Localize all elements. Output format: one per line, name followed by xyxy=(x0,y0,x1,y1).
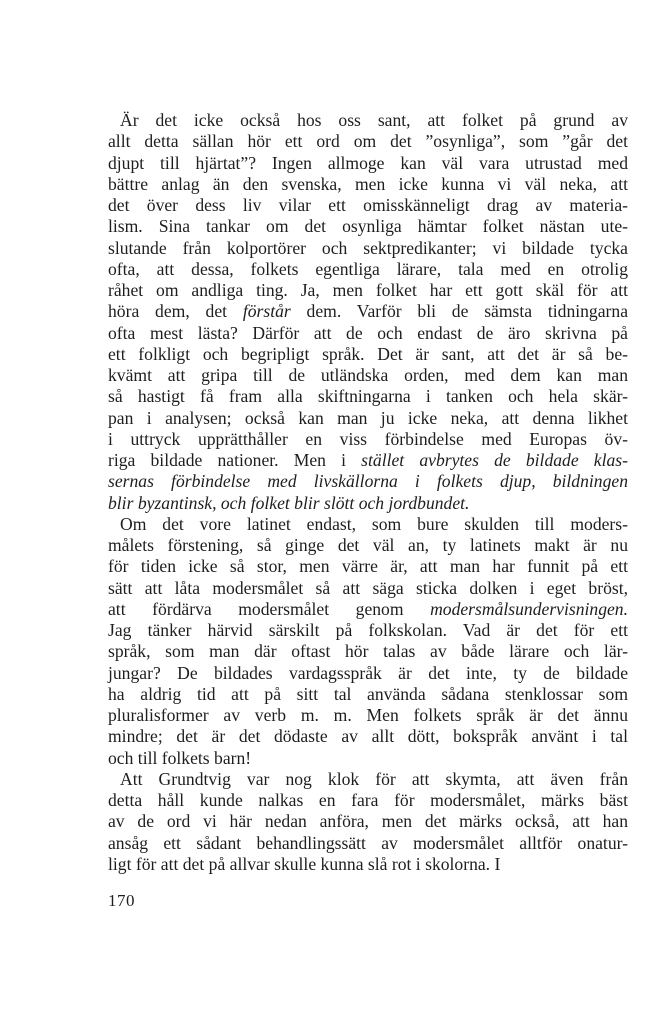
text-line xyxy=(108,195,628,216)
text-line xyxy=(108,259,628,280)
text-line xyxy=(108,833,628,854)
text-run: ofta mest lästa? Därför att de och endast de äro skrivna på xyxy=(108,322,628,343)
text-run: så hastigt få fram alla skiftningarna i tanken och hela skär- xyxy=(108,386,628,407)
text-run: allt detta sällan hör ett ord om det ”osynliga”, som ”går det xyxy=(108,131,628,152)
text-run: bättre anlag än den svenska, men icke kunna vi väl neka, att xyxy=(108,173,628,194)
text-run: ansåg ett sådant behandlingssätt av modersmålet alltför onatur- xyxy=(108,832,628,853)
text-run: sätt att låta modersmålet så att säga sticka dolken i eget bröst, xyxy=(108,577,628,598)
text-run: ligt för att det på allvar skulle kunna slå rot i skolorna. I xyxy=(108,853,501,874)
italic-text-run: sernas förbindelse med livskällorna i folkets djup, bildningen xyxy=(108,471,628,492)
text-line xyxy=(108,854,628,875)
text-line xyxy=(108,153,628,174)
text-run: Jag tänker härvid särskilt på folkskolan. Vad är det för ett xyxy=(108,620,628,640)
paragraph xyxy=(108,769,628,875)
italic-text-run: blir byzantinsk, och folket blir slött och jordbundet. xyxy=(108,492,470,513)
text-line xyxy=(108,131,628,152)
text-line xyxy=(108,344,628,365)
text-line xyxy=(108,280,628,301)
text-line xyxy=(108,514,628,535)
text-run: ofta, att dessa, folkets egentliga lärare, tala med en otrolig xyxy=(108,258,628,279)
text-run: Att Grundtvig var nog klok för att skymta, att även från xyxy=(120,768,628,789)
text-line xyxy=(108,408,628,429)
italic-text-run: modersmålsundervisningen. xyxy=(430,598,628,619)
text-line xyxy=(108,620,628,641)
page-body xyxy=(108,110,628,875)
text-run: av de ord vi här nedan anföra, men det märks också, att han xyxy=(108,811,628,832)
text-run: kvämt att gripa till de utländska orden, med dem kan man xyxy=(108,365,628,385)
paragraph xyxy=(108,110,628,514)
text-run: Om det vore latinet endast, som bure skulden till moders- xyxy=(120,513,628,534)
text-line xyxy=(108,365,628,386)
text-run: Är det icke också hos oss sant, att folket på grund av xyxy=(120,110,628,130)
text-run: ha aldrig tid att på sitt tal använda sådana stenklossar som xyxy=(108,683,628,704)
text-run: språk, som man där oftast hör talas av både lärare och lär- xyxy=(108,641,628,662)
text-line xyxy=(108,386,628,407)
text-run: i uttryck upprätthåller en viss förbindelse med Europas öv- xyxy=(108,428,628,449)
text-line xyxy=(108,705,628,726)
text-line xyxy=(108,216,628,237)
text-run: målets förstening, så ginge det väl an, ty latinets makt är nu xyxy=(108,535,628,555)
text-line xyxy=(108,599,628,620)
text-line xyxy=(108,301,628,322)
text-run: mindre; det är det dödaste av allt dött, bokspråk använt i tal xyxy=(108,726,628,747)
text-line xyxy=(108,535,628,556)
text-run: att fördärva modersmålet genom xyxy=(108,598,431,619)
text-line xyxy=(108,663,628,684)
text-line xyxy=(108,748,628,769)
text-run: för tiden icke så stor, men värre är, att man har funnit på ett xyxy=(108,556,628,577)
text-run: slutande från kolportörer och sektpredikanter; vi bildade tycka xyxy=(108,237,628,258)
text-line xyxy=(108,110,628,131)
text-run: pluralisformer av verb m. m. Men folkets språk är det ännu xyxy=(108,705,628,725)
text-run: detta håll kunde nalkas en fara för modersmålet, märks bäst xyxy=(108,790,628,810)
paragraph xyxy=(108,514,628,769)
text-line xyxy=(108,726,628,747)
text-run: lism. Sina tankar om det osynliga hämtar folket nästan ute- xyxy=(108,216,628,237)
text-run: riga bildade nationer. Men i xyxy=(108,450,362,470)
text-run: råhet om andliga ting. Ja, men folket har ett gott skäl för att xyxy=(108,280,628,300)
text-run: djupt till hjärtat”? Ingen allmoge kan väl vara utrustad med xyxy=(108,152,628,173)
text-line xyxy=(108,174,628,195)
text-line xyxy=(108,471,628,492)
text-run: ett folkligt och begripligt språk. Det är sant, att det är så be- xyxy=(108,343,628,364)
italic-text-run: förstår xyxy=(242,301,291,322)
text-line xyxy=(108,811,628,832)
page-number: 170 xyxy=(108,891,135,910)
text-line xyxy=(108,238,628,259)
text-line xyxy=(108,429,628,450)
text-line xyxy=(108,323,628,344)
text-line xyxy=(108,493,628,514)
text-line xyxy=(108,450,628,471)
text-line xyxy=(108,641,628,662)
text-run: dem. Varför bli de sämsta tidningarna xyxy=(290,301,629,322)
text-run: det över dess liv vilar ett omisskänneligt drag av materia- xyxy=(108,195,628,215)
text-line xyxy=(108,684,628,705)
text-line xyxy=(108,578,628,599)
text-line xyxy=(108,769,628,790)
text-line xyxy=(108,556,628,577)
text-run: pan i analysen; också kan man ju icke neka, att denna likhet xyxy=(108,407,628,428)
text-line xyxy=(108,790,628,811)
italic-text-run: stället avbrytes de bildade klas- xyxy=(361,450,629,470)
text-run: höra dem, det xyxy=(108,301,243,322)
text-run: jungar? De bildades vardagsspråk är det inte, ty de bildade xyxy=(108,662,628,683)
text-run: och till folkets barn! xyxy=(108,747,252,768)
